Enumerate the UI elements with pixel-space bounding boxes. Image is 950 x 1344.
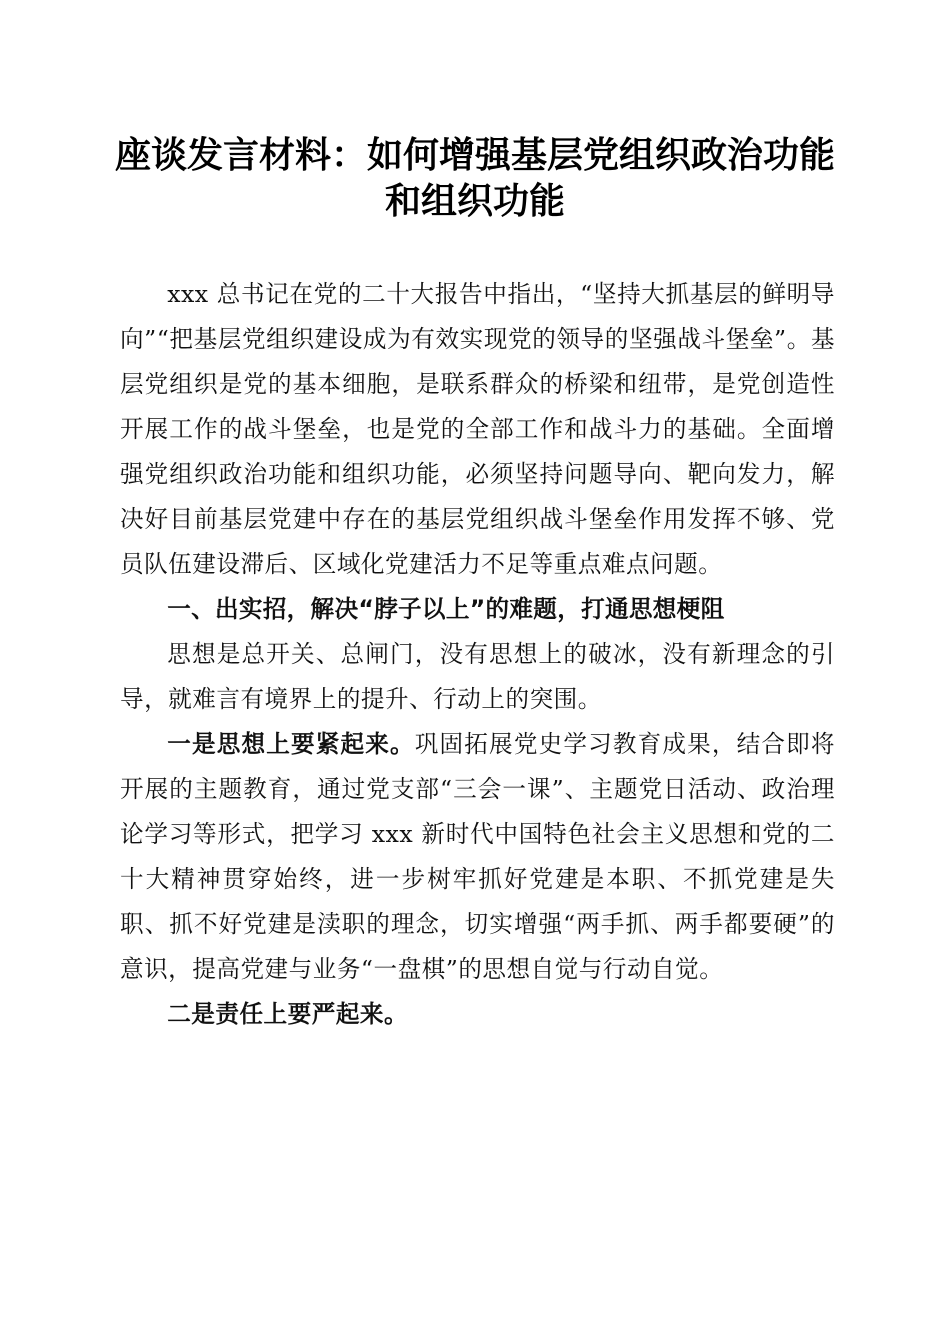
paragraph-intro: xxx 总书记在党的二十大报告中指出，“坚持大抓基层的鲜明导向”“把基层党组织建设成为有效实现党的领导的坚强战斗堡垒”。基层党组织是党的基本细胞，是联系群众的桥梁和纽带，是党创造性开展工作的战斗堡垒，也是党的全部工作和战斗力的基础。全面增强党组织政治功能和组织功能，必须坚持问题导向、靶向发力，解决好目前基层党建中存在的基层党组织战斗堡垒作用发挥不够、党员队伍建设滞后、区域化党建活力不足等重点难点问题。 [120,280,835,578]
point-2-lead: 二是责任上要严起来。 [167,1000,409,1028]
point-1-body: 巩固拓展党史学习教育成果，结合即将开展的主题教育，通过党支部“三会一课”、主题党日活动、政治理论学习等形式，把学习 xxx 新时代中国特色社会主义思想和党的二十大精神贯穿始终，进一步树牢抓好党建是本职、不抓党建是失职、抓不好党建是渎职的理念，切实增强“两手抓、两手都要硬”的意识，提高党建与业务“一盘棋”的思想自觉与行动自觉。 [120,730,836,983]
paragraph-point-1 [120,722,835,992]
section-heading-1: 一、出实招，解决“脖子以上”的难题，打通思想梗阻 [167,595,725,623]
document-body [120,272,835,1037]
paragraph-point-2 [120,992,835,1037]
title-line-2: 和组织功能 [384,180,565,222]
point-1-lead: 一是思想上要紧起来。 [167,730,415,758]
document-title [100,132,850,224]
title-line-1: 座谈发言材料：如何增强基层党组织政治功能 [114,134,835,176]
paragraph-thinking: 思想是总开关、总闸门，没有思想上的破冰，没有新理念的引导，就难言有境界上的提升、行动上的突围。 [120,640,835,713]
